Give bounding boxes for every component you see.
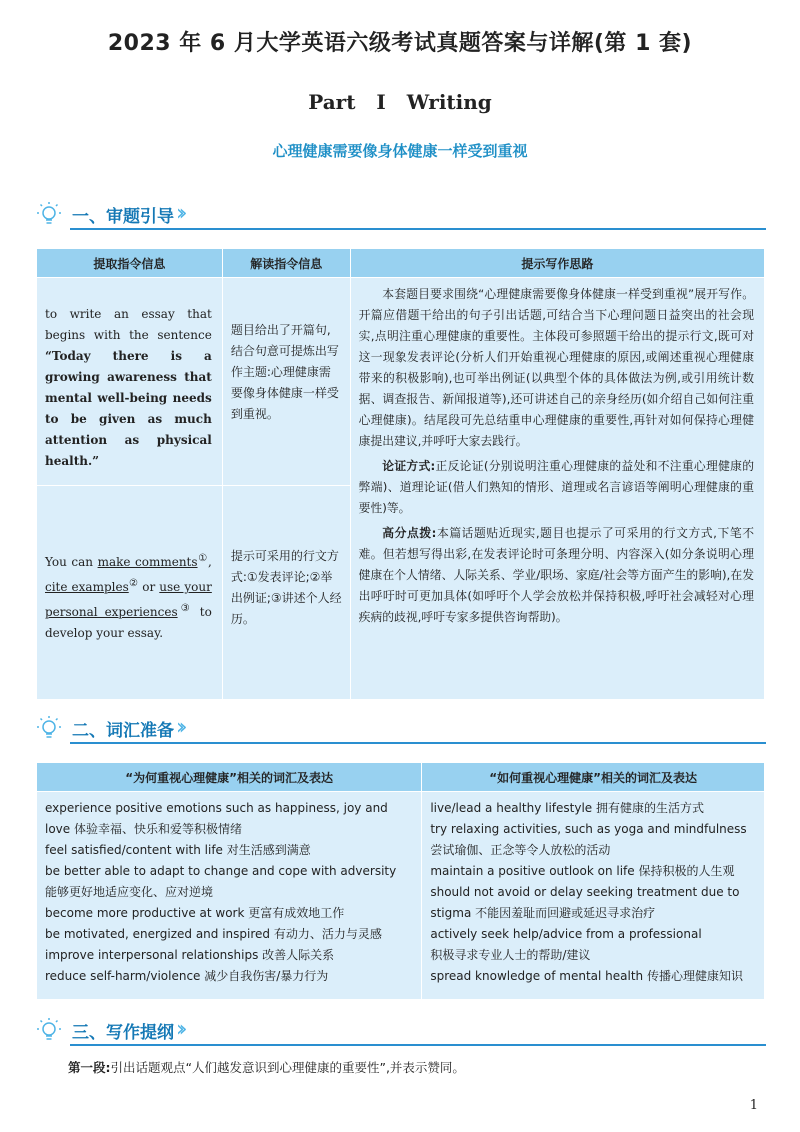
vocab-line: improve interpersonal relationships 改善人际关系 xyxy=(45,948,335,962)
instruction-text: to write an essay that begins with the sentence xyxy=(45,307,212,342)
vocabulary-table xyxy=(36,762,765,1000)
vocab-line: be better able to adapt to change and cope with adversity xyxy=(45,864,397,878)
chevron-decoration-icon: ›› xyxy=(176,201,182,226)
table-cell xyxy=(350,278,764,700)
high-score-tips-paragraph xyxy=(359,523,754,628)
table-header: 提示写作思路 xyxy=(350,249,764,278)
marker: ① xyxy=(197,553,208,564)
section-header-3 xyxy=(34,1016,766,1046)
vocab-line: live/lead a healthy lifestyle 拥有健康的生活方式 xyxy=(430,801,704,815)
section-divider xyxy=(70,742,766,744)
table-header: “如何重视心理健康”相关的词汇及表达 xyxy=(422,763,765,792)
vocab-line: spread knowledge of mental health 传播心理健康知识 xyxy=(430,969,743,983)
table-cell: 题目给出了开篇句,结合句意可提炼出写作主题:心理健康需要像身体健康一样受到重视。 xyxy=(222,278,350,486)
table-header: “为何重视心理健康”相关的词汇及表达 xyxy=(37,763,422,792)
table-cell xyxy=(37,792,422,1000)
chevron-decoration-icon: ›› xyxy=(176,1017,182,1042)
paragraph-text: 本篇话题贴近现实,题目也提示了可采用的行文方式,下笔不难。但若想写得出彩,在发表评论时可条理分明、内容深入(如分条说明心理健康在个人情绪、人际关系、学业/职场、家庭/社会等方面产生的影响),在发出呼吁时可更加具体(如呼吁个人学会放松并保持积极,呼吁社会减轻对心理疾病的歧视,呼吁专家多提供咨询帮助)。 xyxy=(358,526,754,624)
table-cell xyxy=(37,486,223,700)
vocab-line: love 体验幸福、快乐和爱等积极情绪 xyxy=(45,822,242,836)
outline-label: 第一段: xyxy=(68,1060,111,1075)
table-cell: 提示可采用的行文方式:①发表评论;②举出例证;③讲述个人经历。 xyxy=(222,486,350,700)
vocab-line: reduce self-harm/violence 减少自我伤害/暴力行为 xyxy=(45,969,329,983)
instruction-text: , xyxy=(208,555,212,569)
vocab-line: be motivated, energized and inspired 有动力、活力与灵感 xyxy=(45,927,382,941)
vocab-line: try relaxing activities, such as yoga and mindfulness xyxy=(430,822,747,836)
vocab-line: maintain a positive outlook on life 保持积极的人生观 xyxy=(430,864,735,878)
instruction-text: to develop your essay. xyxy=(45,605,212,640)
section-divider xyxy=(70,1044,766,1046)
vocab-line: should not avoid or delay seeking treatment due to xyxy=(430,885,740,899)
table-cell xyxy=(37,278,223,486)
underlined-phrase: use your personal experiences xyxy=(45,580,212,619)
underlined-phrase: make comments xyxy=(97,555,198,569)
page-number: 1 xyxy=(749,1098,758,1113)
vocab-line: 积极寻求专业人士的帮助/建议 xyxy=(430,948,591,962)
vocab-line: become more productive at work 更富有成效地工作 xyxy=(45,906,345,920)
outline-paragraph-1 xyxy=(68,1058,465,1076)
chevron-decoration-icon: ›› xyxy=(176,715,182,740)
section-title: 二、词汇准备 xyxy=(72,721,174,741)
marker: ③ xyxy=(177,603,193,614)
vocab-line: experience positive emotions such as happiness, joy and xyxy=(45,801,388,815)
table-header: 解读指令信息 xyxy=(222,249,350,278)
guidance-table xyxy=(36,248,765,700)
underlined-phrase: cite examples xyxy=(45,580,129,594)
argument-method-paragraph xyxy=(359,456,754,519)
marker: ② xyxy=(128,578,139,589)
paragraph-label: 高分点拨: xyxy=(382,526,437,540)
part-heading: Part Ⅰ Writing xyxy=(308,90,492,114)
lightbulb-icon xyxy=(34,714,64,744)
document-title: 2023 年 6 月大学英语六级考试真题答案与详解(第 1 套) xyxy=(107,31,693,56)
section-divider xyxy=(70,228,766,230)
section-title: 三、写作提纲 xyxy=(72,1023,174,1043)
vocab-line: actively seek help/advice from a professional xyxy=(430,927,702,941)
section-title: 一、审题引导 xyxy=(72,207,174,227)
section-header-1 xyxy=(34,200,766,230)
instruction-quote: “Today there is a growing awareness that mental well-being needs to be given as much attention as physical health.” xyxy=(45,349,212,468)
table-header: 提取指令信息 xyxy=(37,249,223,278)
lightbulb-icon xyxy=(34,1016,64,1046)
instruction-text: or xyxy=(138,580,160,594)
outline-text: 引出话题观点“人们越发意识到心理健康的重要性”,并表示赞同。 xyxy=(110,1060,465,1075)
writing-idea-paragraph: 本套题目要求围绕“心理健康需要像身体健康一样受到重视”展开写作。开篇应借题干给出的句子引出话题,可结合当下心理问题日益突出的社会现实,点明注重心理健康的重要性。主体段可参照题干给出的提示行文,既可对这一现象发表评论(分析人们开始重视心理健康的原因,或阐述重视心理健康带来的积极影响),也可举出例证(以典型个体的具体做法为例,或引用统计数据、调查报告、新闻报道等),还可讲述自己的亲身经历(如介绍自己如何注重心理健康)。结尾段可先总结重申心理健康的重要性,再针对如何保持心理健康提出建议,并呼吁大家去践行。 xyxy=(358,287,754,448)
paragraph-text: 正反论证(分别说明注重心理健康的益处和不注重心理健康的弊端)、道理论证(借人们熟知的情形、道理或名言谚语等阐明心理健康的重要性)等。 xyxy=(358,459,755,515)
paragraph-label: 论证方式: xyxy=(382,459,436,473)
instruction-text: You can xyxy=(45,555,98,569)
lightbulb-icon xyxy=(34,200,64,230)
vocab-line: feel satisfied/content with life 对生活感到满意 xyxy=(45,843,311,857)
essay-topic: 心理健康需要像身体健康一样受到重视 xyxy=(272,142,528,160)
section-header-2 xyxy=(34,714,766,744)
vocab-line: 尝试瑜伽、正念等令人放松的活动 xyxy=(430,843,611,857)
table-cell xyxy=(422,792,765,1000)
vocab-line: 能够更好地适应变化、应对逆境 xyxy=(45,885,214,899)
vocab-line: stigma 不能因羞耻而回避或延迟寻求治疗 xyxy=(430,906,656,920)
